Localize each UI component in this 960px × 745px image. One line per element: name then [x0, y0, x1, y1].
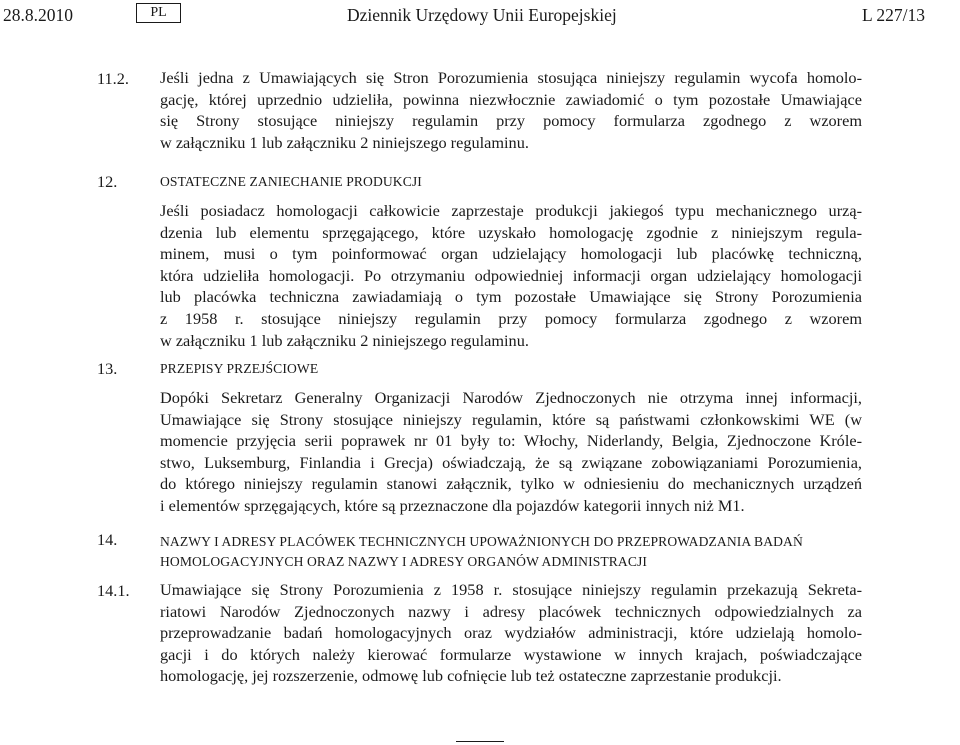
text-line: przeprowadzanie badań homologacyjnych oraz wydziałów administracji, które udzielają homolo- — [160, 623, 862, 643]
text-line: minem, musi o tym poinformować organ udzielający homologacji lub placówkę techniczną, — [160, 244, 862, 264]
page-header — [0, 3, 960, 25]
publication-date: 28.8.2010 — [3, 5, 73, 25]
section-number-13: 13. — [97, 359, 118, 378]
section-number-12: 12. — [97, 172, 118, 191]
text-line: do którego niniejszy regulamin stanowi załącznik, tylko w odniesieniu do mechanicznych urządzeń — [160, 474, 862, 494]
heading-line: HOMOLOGACYJNYCH ORAZ NAZWY I ADRESY ORGANÓW ADMINISTRACJI — [160, 554, 648, 569]
text-line: w załączniku 1 lub załączniku 2 niniejszego regulaminu. — [160, 132, 529, 152]
text-line: stwo, Luksemburg, Finlandia i Grecja) oświadczają, że są związane zobowiązaniami Porozumienia, — [160, 452, 862, 472]
text-line: z 1958 r. stosujące niniejszy regulamin przy pomocy formularza zgodnego z wzorem — [160, 308, 862, 328]
section-13-heading: PRZEPISY PRZEJŚCIOWE — [160, 361, 319, 376]
footer-divider — [456, 741, 504, 742]
section-13-paragraph — [160, 387, 862, 517]
section-number-11-2: 11.2. — [97, 69, 129, 88]
text-line: która udzieliła homologacji. Po otrzymaniu odpowiedniej informacji organ udzielający homologacji — [160, 265, 862, 285]
section-12-heading: OSTATECZNE ZANIECHANIE PRODUKCJI — [160, 174, 422, 189]
journal-title: Dziennik Urzędowy Unii Europejskiej — [347, 5, 617, 25]
text-line: Umawiające się Strony Porozumienia z 1958 r. stosujące niniejszy regulamin przekazują Sekreta- — [160, 580, 862, 599]
language-badge: PL — [136, 3, 181, 23]
text-line: się Strony stosujące niniejszy regulamin przy pomocy formularza zgodnego z wzorem — [160, 111, 862, 131]
text-line: momencie przyjęcia serii poprawek nr 01 były to: Włochy, Niderlandy, Belgia, Zjednoczone Króle- — [160, 431, 862, 451]
text-line: lub placówka techniczna zawiadamiają o tym pozostałe Umawiające się Strony Porozumienia — [160, 287, 862, 307]
text-line: dzenia lub elementu sprzęgającego, które uzyskało homologację zgodnie z niniejszym regula- — [160, 222, 862, 242]
text-line: i elementów sprzęgających, które są przeznaczone dla pojazdów kategorii innych niż M1. — [160, 495, 745, 515]
section-number-14-1: 14.1. — [97, 581, 130, 600]
text-line: gacji i do których należy kierować formularze wystawione w innych krajach, poświadczające — [160, 644, 862, 664]
text-line: Dopóki Sekretarz Generalny Organizacji Narodów Zjednoczonych nie otrzyma innej informacji, — [160, 388, 862, 407]
text-line: gację, której uprzednio udzieliła, powinna niezwłocznie zawiadomić o tym pozostałe Umawiające — [160, 89, 862, 109]
text-line: w załączniku 1 lub załączniku 2 niniejszego regulaminu. — [160, 330, 529, 350]
text-line: Jeśli jedna z Umawiających się Stron Porozumienia stosująca niniejszy regulamin wycofa homolo- — [160, 68, 862, 87]
page-reference: L 227/13 — [862, 5, 926, 25]
section-14-1-paragraph — [160, 579, 862, 687]
text-line: riatowi Narodów Zjednoczonych nazwy i adresy placówek technicznych odpowiedzialnych za — [160, 601, 862, 621]
section-number-14: 14. — [97, 530, 118, 549]
text-line: homologację, jej rozszerzenie, odmowę lub cofnięcie lub też ostateczne zaprzestanie produkcji. — [160, 666, 782, 686]
section-14-heading — [160, 532, 803, 572]
heading-line: NAZWY I ADRESY PLACÓWEK TECHNICZNYCH UPOWAŻNIONYCH DO PRZEPROWADZANIA BADAŃ — [160, 534, 803, 549]
text-line: Umawiające się Strony stosujące niniejszy regulamin, które są państwami członkowskimi WE (w — [160, 409, 862, 429]
section-12-paragraph — [160, 200, 862, 351]
section-11-2-paragraph — [160, 67, 862, 153]
text-line: Jeśli posiadacz homologacji całkowicie zaprzestaje produkcji jakiegoś typu mechanicznego urzą- — [160, 201, 862, 220]
